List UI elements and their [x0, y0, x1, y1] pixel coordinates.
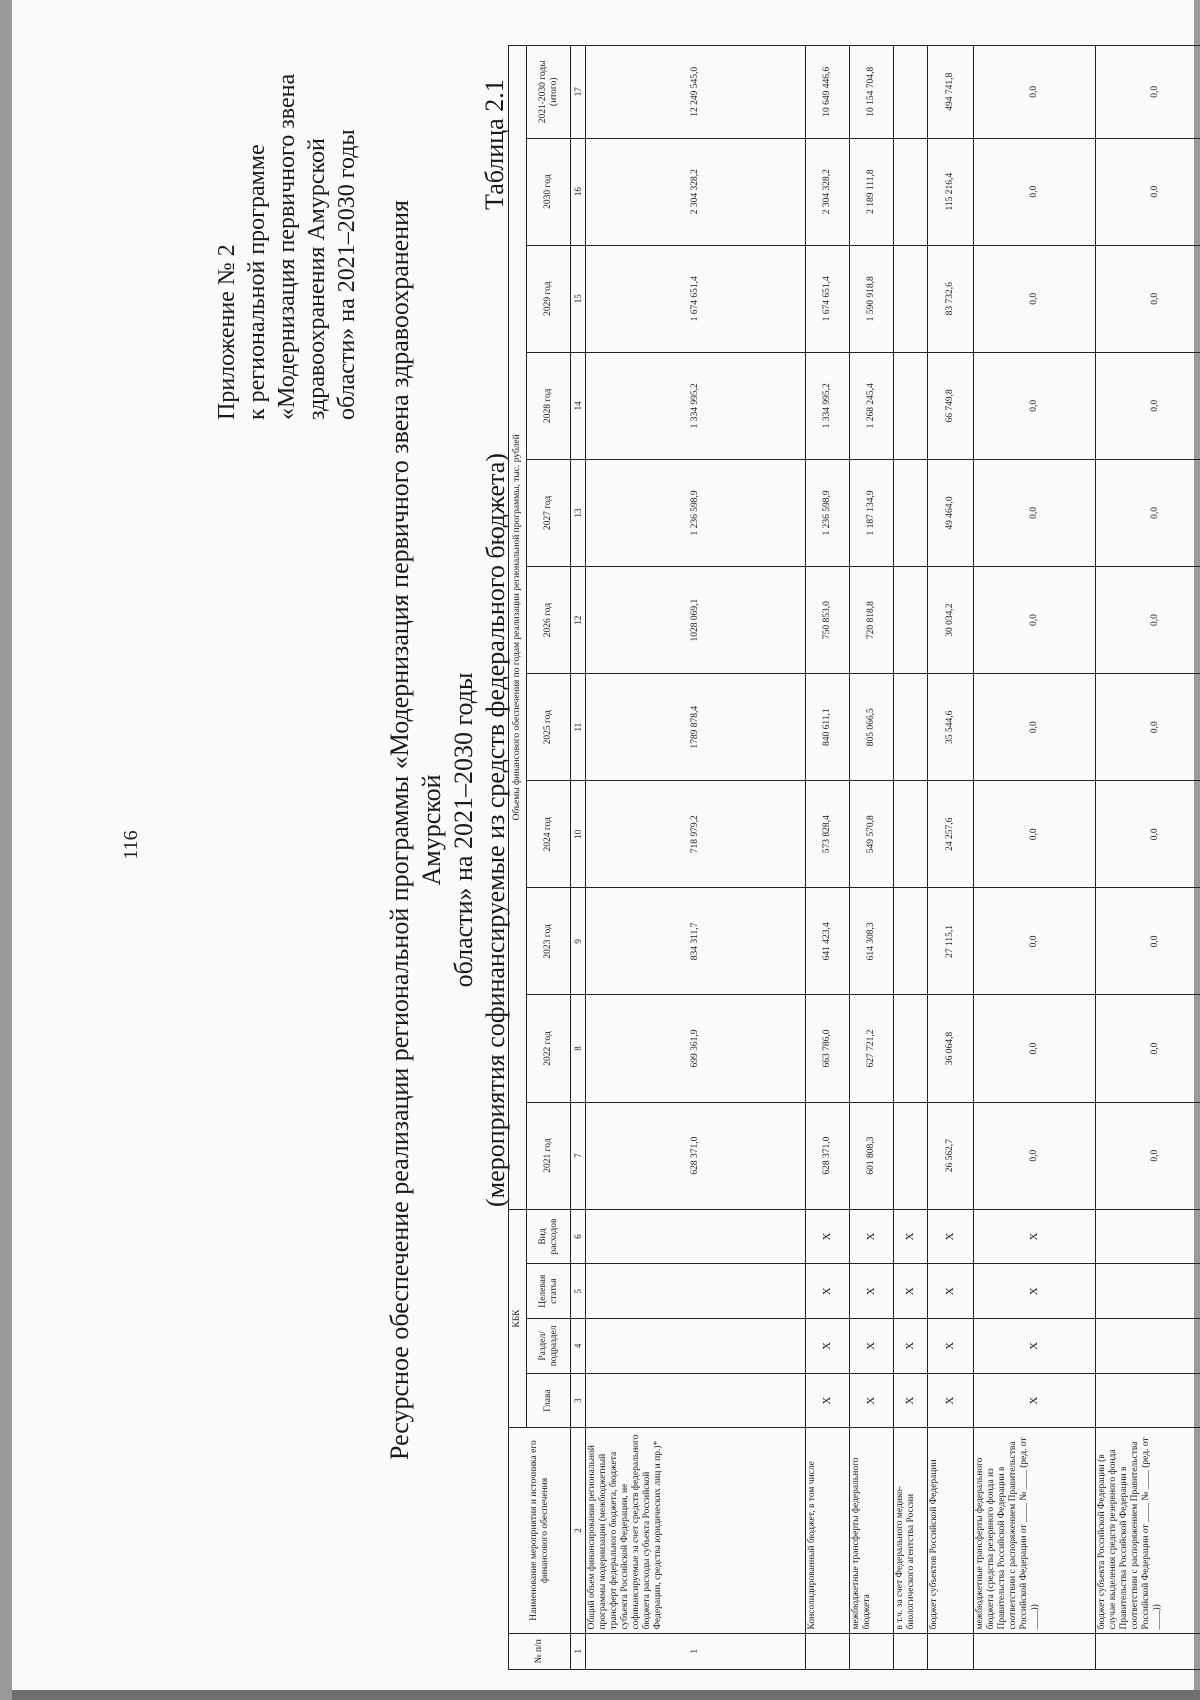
- table-row: [928, 46, 974, 1670]
- table-label: Таблица 2.1: [480, 79, 509, 210]
- year-value: 1 268 245,4: [850, 352, 894, 459]
- row-number: [974, 1633, 1096, 1669]
- appendix-line: Приложение № 2: [214, 244, 240, 420]
- kbk-glava: X: [894, 1373, 928, 1428]
- year-value: 26 562,7: [928, 1102, 974, 1209]
- year-value: 35 544,6: [928, 674, 974, 781]
- year-value: 0,0: [1096, 888, 1200, 995]
- kbk-razdel: [1096, 1319, 1200, 1374]
- table-row: [586, 46, 806, 1670]
- kbk-statya: [1096, 1264, 1200, 1319]
- row-number: [850, 1633, 894, 1669]
- header-razdel: Раздел/ подраздел: [527, 1319, 571, 1374]
- year-value: 0,0: [974, 138, 1096, 245]
- kbk-glava: [586, 1373, 806, 1428]
- header-year: 2027 год: [527, 459, 571, 566]
- year-value: 573 828,4: [806, 781, 850, 888]
- year-value: 1 674 651,4: [586, 245, 806, 352]
- column-number: 11: [571, 674, 586, 781]
- column-number: 2: [571, 1428, 586, 1633]
- kbk-statya: X: [850, 1264, 894, 1319]
- row-number: [928, 1633, 974, 1669]
- financing-table: [508, 45, 1200, 1670]
- kbk-vid: X: [850, 1209, 894, 1264]
- year-value: 720 818,8: [850, 567, 894, 674]
- table-row: [850, 46, 894, 1670]
- kbk-vid: [1096, 1209, 1200, 1264]
- kbk-glava: X: [928, 1373, 974, 1428]
- column-number: 4: [571, 1319, 586, 1374]
- year-value: 1 187 134,9: [850, 459, 894, 566]
- year-value: 0,0: [974, 1102, 1096, 1209]
- kbk-vid: X: [894, 1209, 928, 1264]
- year-value: [894, 245, 928, 352]
- year-value: 0,0: [974, 245, 1096, 352]
- column-number: 16: [571, 138, 586, 245]
- row-name: в т.ч. за счет Федерального медико-биологического агентства России: [894, 1428, 928, 1633]
- table-body: [586, 46, 1200, 1670]
- total-value: 10 154 704,8: [850, 46, 894, 139]
- year-value: 614 308,3: [850, 888, 894, 995]
- year-value: 805 066,5: [850, 674, 894, 781]
- year-value: 0,0: [1096, 352, 1200, 459]
- appendix-line: здравоохранения Амурской: [304, 138, 330, 420]
- kbk-glava: X: [806, 1373, 850, 1428]
- year-value: 1 590 918,8: [850, 245, 894, 352]
- column-number: 10: [571, 781, 586, 888]
- row-name: Общий объем финансирования региональной программы модернизации (межбюджетный трансферт федерального бюджета, бюджета субъекта Российской Федерации, не софинансируемые за счет средств федерального бюджета расходы субъекта Российской Федерации, средства юридических лиц и пр.)*: [586, 1428, 806, 1633]
- column-number: 9: [571, 888, 586, 995]
- kbk-glava: X: [974, 1373, 1096, 1428]
- column-number: 6: [571, 1209, 586, 1264]
- year-value: 2 304 328,2: [806, 138, 850, 245]
- year-value: 1 236 598,9: [586, 459, 806, 566]
- year-value: 0,0: [1096, 138, 1200, 245]
- year-value: 30 034,2: [928, 567, 974, 674]
- kbk-statya: X: [894, 1264, 928, 1319]
- kbk-razdel: X: [974, 1319, 1096, 1374]
- year-value: [894, 995, 928, 1102]
- year-value: 0,0: [1096, 245, 1200, 352]
- appendix-line: «Модернизация первичного звена: [274, 73, 300, 420]
- year-value: 1 334 995,2: [586, 352, 806, 459]
- kbk-razdel: X: [928, 1319, 974, 1374]
- year-value: 628 371,0: [586, 1102, 806, 1209]
- year-value: [894, 781, 928, 888]
- column-number: 17: [571, 46, 586, 139]
- page-number: 116: [120, 830, 142, 860]
- appendix-line: к региональной программе: [244, 144, 270, 420]
- header-num: № п/п: [509, 1633, 571, 1669]
- year-value: 750 853,0: [806, 567, 850, 674]
- scan-edge: [12, 1690, 1200, 1700]
- appendix-reference: [212, 0, 362, 420]
- year-value: 0,0: [1096, 781, 1200, 888]
- document-page: [12, 0, 1194, 1690]
- row-name: межбюджетные трансферты федерального бюджета (средства резервного фонда из Правительства Российской Федерации в соответствии с распоряжением Правительства Российской Федерации от ____ № ____ (ред. от ____)): [974, 1428, 1096, 1633]
- row-number: 1: [586, 1633, 806, 1669]
- year-value: 628 371,0: [806, 1102, 850, 1209]
- year-value: 0,0: [1096, 1102, 1200, 1209]
- year-value: 0,0: [1096, 567, 1200, 674]
- kbk-glava: X: [850, 1373, 894, 1428]
- kbk-razdel: X: [850, 1319, 894, 1374]
- table-row: [806, 46, 850, 1670]
- header-year: 2023 год: [527, 888, 571, 995]
- year-value: 840 611,1: [806, 674, 850, 781]
- year-value: [894, 567, 928, 674]
- year-value: 834 311,7: [586, 888, 806, 995]
- kbk-vid: X: [974, 1209, 1096, 1264]
- year-value: 627 721,2: [850, 995, 894, 1102]
- header-glava: Глава: [527, 1373, 571, 1428]
- total-value: 494 741,8: [928, 46, 974, 139]
- column-number: 5: [571, 1264, 586, 1319]
- table-header: [509, 46, 586, 1670]
- year-value: 2 189 111,8: [850, 138, 894, 245]
- year-value: 641 423,4: [806, 888, 850, 995]
- year-value: 663 786,0: [806, 995, 850, 1102]
- year-value: 36 064,8: [928, 995, 974, 1102]
- row-name: межбюджетные трансферты федерального бюджета: [850, 1428, 894, 1633]
- kbk-statya: [586, 1264, 806, 1319]
- total-value: [894, 46, 928, 139]
- header-vid: Вид расходов: [527, 1209, 571, 1264]
- table-row: [1096, 46, 1200, 1670]
- column-number: 13: [571, 459, 586, 566]
- kbk-vid: X: [806, 1209, 850, 1264]
- row-number: [1096, 1633, 1200, 1669]
- kbk-statya: X: [974, 1264, 1096, 1319]
- header-year: 2021 год: [527, 1102, 571, 1209]
- year-value: 0,0: [974, 352, 1096, 459]
- year-value: 0,0: [974, 459, 1096, 566]
- column-number-row: [571, 46, 586, 1670]
- kbk-statya: X: [928, 1264, 974, 1319]
- table-row: [974, 46, 1096, 1670]
- year-value: 0,0: [1096, 995, 1200, 1102]
- column-number: 12: [571, 567, 586, 674]
- year-value: [894, 1102, 928, 1209]
- header-year: 2022 год: [527, 995, 571, 1102]
- year-value: 1 334 995,2: [806, 352, 850, 459]
- year-value: 699 361,9: [586, 995, 806, 1102]
- year-value: [894, 674, 928, 781]
- year-value: [894, 459, 928, 566]
- year-value: 1028 069,1: [586, 567, 806, 674]
- kbk-glava: [1096, 1373, 1200, 1428]
- header-year: 2025 год: [527, 674, 571, 781]
- title-line: Ресурсное обеспечение реализации региональной программы «Модернизация первичного звена здравоохранения Амурской: [385, 200, 446, 1460]
- table-row: [894, 46, 928, 1670]
- year-value: 601 808,3: [850, 1102, 894, 1209]
- column-number: 14: [571, 352, 586, 459]
- year-value: [894, 138, 928, 245]
- year-value: 115 216,4: [928, 138, 974, 245]
- kbk-vid: [586, 1209, 806, 1264]
- year-value: 0,0: [1096, 674, 1200, 781]
- column-number: 3: [571, 1373, 586, 1428]
- year-value: 1 674 651,4: [806, 245, 850, 352]
- kbk-vid: X: [928, 1209, 974, 1264]
- document-title: [384, 160, 512, 1500]
- year-value: 0,0: [1096, 459, 1200, 566]
- header-year: 2030 год: [527, 138, 571, 245]
- header-volumes: Объемы финансового обеспечения по годам реализации региональной программы, тыс. рублей: [509, 46, 527, 1210]
- year-value: 0,0: [974, 888, 1096, 995]
- title-line: (мероприятия софинансируемые из средств федерального бюджета): [481, 453, 510, 1207]
- row-name: бюджет субъектов Российской Федерации: [928, 1428, 974, 1633]
- header-total: 2021-2030 годы (итого): [527, 46, 571, 139]
- column-number: 7: [571, 1102, 586, 1209]
- total-value: 0,0: [974, 46, 1096, 139]
- column-number: 8: [571, 995, 586, 1102]
- year-value: 0,0: [974, 674, 1096, 781]
- year-value: 0,0: [974, 567, 1096, 674]
- header-year: 2028 год: [527, 352, 571, 459]
- year-value: 49 464,0: [928, 459, 974, 566]
- year-value: 0,0: [974, 995, 1096, 1102]
- row-number: [894, 1633, 928, 1669]
- title-line: области» на 2021–2030 годы: [449, 672, 478, 988]
- year-value: 1 236 598,9: [806, 459, 850, 566]
- rotated-page-content: [12, 0, 1200, 1700]
- total-value: 10 649 446,6: [806, 46, 850, 139]
- year-value: 718 979,2: [586, 781, 806, 888]
- column-number: 1: [571, 1633, 586, 1669]
- kbk-razdel: [586, 1319, 806, 1374]
- header-name: Наименование мероприятия и источника его финансового обеспечения: [509, 1428, 571, 1633]
- header-year: 2024 год: [527, 781, 571, 888]
- year-value: 24 257,6: [928, 781, 974, 888]
- appendix-line: области» на 2021–2030 годы: [334, 129, 360, 420]
- kbk-razdel: X: [806, 1319, 850, 1374]
- year-value: [894, 888, 928, 995]
- kbk-statya: X: [806, 1264, 850, 1319]
- year-value: 2 304 328,2: [586, 138, 806, 245]
- header-year: 2026 год: [527, 567, 571, 674]
- row-number: [806, 1633, 850, 1669]
- kbk-razdel: X: [894, 1319, 928, 1374]
- header-statya: Целевая статья: [527, 1264, 571, 1319]
- total-value: 0,0: [1096, 46, 1200, 139]
- total-value: 12 249 545,0: [586, 46, 806, 139]
- column-number: 15: [571, 245, 586, 352]
- year-value: 1789 878,4: [586, 674, 806, 781]
- year-value: 549 570,8: [850, 781, 894, 888]
- row-name: Консолидированный бюджет, в том числе: [806, 1428, 850, 1633]
- year-value: 83 732,6: [928, 245, 974, 352]
- year-value: [894, 352, 928, 459]
- header-year: 2029 год: [527, 245, 571, 352]
- header-kbk: КБК: [509, 1209, 527, 1428]
- row-name: бюджет субъекта Российской Федерации (в случае выделения средств резервного фонда Правительства Российской Федерации в соответствии с распоряжением Правительства Российской Федерации от ____ № ____ (ред. от ____)): [1096, 1428, 1200, 1633]
- year-value: 27 115,1: [928, 888, 974, 995]
- year-value: 66 749,8: [928, 352, 974, 459]
- year-value: 0,0: [974, 781, 1096, 888]
